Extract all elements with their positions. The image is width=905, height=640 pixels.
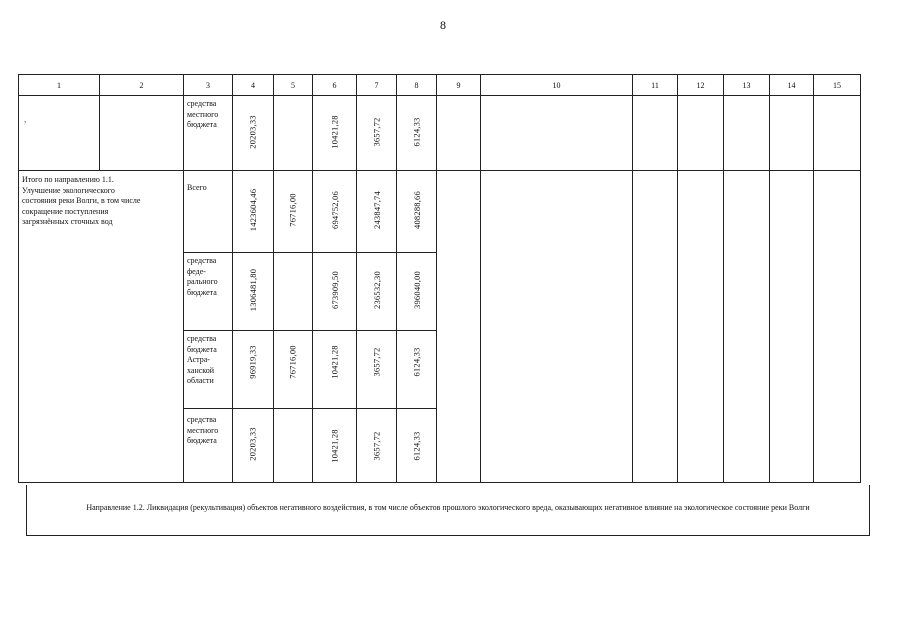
source-cell bbox=[184, 171, 233, 253]
value-cell bbox=[233, 171, 274, 253]
value-c6: 10421,28 bbox=[329, 429, 340, 463]
value-c7: 3657,72 bbox=[371, 347, 382, 377]
value-c4: 20203,33 bbox=[247, 427, 258, 461]
empty-cell bbox=[724, 171, 770, 483]
value-cell bbox=[233, 409, 274, 483]
empty-cell bbox=[437, 96, 481, 171]
value-cell bbox=[313, 253, 357, 331]
value-cell bbox=[274, 331, 313, 409]
total-label-cell bbox=[19, 171, 184, 483]
value-cell bbox=[397, 171, 437, 253]
source-cell bbox=[184, 96, 233, 171]
col-num-12: 12 bbox=[678, 75, 724, 96]
value-cell bbox=[274, 253, 313, 331]
total-label: Итого по направлению 1.1. Улучшение экологического состояния реки Волги, в том числе сокращение поступления загрязнённых сточных вод bbox=[22, 175, 141, 226]
col-num-7: 7 bbox=[357, 75, 397, 96]
page-number: 8 bbox=[440, 18, 446, 32]
value-cell bbox=[397, 409, 437, 483]
source-cell bbox=[184, 331, 233, 409]
col-num-15: 15 bbox=[814, 75, 861, 96]
value-c5: 76716,00 bbox=[287, 193, 298, 227]
empty-cell bbox=[481, 171, 633, 483]
value-cell bbox=[397, 253, 437, 331]
value-c4: 1306481,80 bbox=[248, 268, 258, 312]
value-cell bbox=[233, 331, 274, 409]
source-label: средства феде- рального бюджета bbox=[187, 256, 218, 297]
empty-cell bbox=[633, 96, 678, 171]
column-number-row bbox=[19, 75, 861, 96]
col-num-13: 13 bbox=[724, 75, 770, 96]
empty-cell bbox=[770, 171, 814, 483]
value-c4: 1423604,46 bbox=[248, 188, 258, 232]
value-cell bbox=[313, 409, 357, 483]
empty-cell bbox=[678, 171, 724, 483]
empty-cell bbox=[770, 96, 814, 171]
value-cell bbox=[274, 409, 313, 483]
col-num-8: 8 bbox=[397, 75, 437, 96]
empty-cell bbox=[481, 96, 633, 171]
value-c6: 10421,28 bbox=[329, 115, 340, 149]
col-num-14: 14 bbox=[770, 75, 814, 96]
empty-cell bbox=[100, 96, 184, 171]
value-c8: 6124,33 bbox=[411, 117, 422, 147]
direction-heading: Направление 1.2. Ликвидация (рекультивация) объектов негативного воздействия, в том числе объектов прошлого экологического вреда, оказывающих негативное влияние на экологическое состояние реки Волги bbox=[26, 485, 870, 536]
value-cell bbox=[313, 171, 357, 253]
col-num-11: 11 bbox=[633, 75, 678, 96]
value-cell bbox=[397, 96, 437, 171]
value-c5: 76716,00 bbox=[287, 345, 298, 379]
empty-cell bbox=[724, 96, 770, 171]
value-c6: 694752,06 bbox=[329, 191, 340, 229]
source-label: средства бюджета Астра- ханской области bbox=[187, 334, 217, 385]
value-cell bbox=[357, 96, 397, 171]
source-label: Всего bbox=[187, 183, 207, 192]
value-cell bbox=[313, 96, 357, 171]
source-cell bbox=[184, 253, 233, 331]
col-num-1: 1 bbox=[19, 75, 100, 96]
value-cell bbox=[357, 331, 397, 409]
source-cell bbox=[184, 409, 233, 483]
value-cell bbox=[274, 96, 313, 171]
source-label: средства местного бюджета bbox=[187, 415, 219, 445]
value-c7: 236532,30 bbox=[371, 271, 382, 309]
table-row bbox=[19, 171, 861, 253]
table-row bbox=[19, 96, 861, 171]
empty-cell bbox=[814, 171, 861, 483]
value-cell bbox=[357, 409, 397, 483]
value-c6: 10421,28 bbox=[329, 345, 340, 379]
scan-mark: , bbox=[24, 114, 27, 124]
source-label: средства местного бюджета bbox=[187, 99, 219, 129]
col-num-10: 10 bbox=[481, 75, 633, 96]
value-c4: 20203,33 bbox=[247, 115, 258, 149]
col-num-9: 9 bbox=[437, 75, 481, 96]
empty-cell bbox=[437, 171, 481, 483]
value-c4: 96919,33 bbox=[247, 345, 258, 379]
value-c8: 396040,00 bbox=[411, 271, 422, 309]
col-num-6: 6 bbox=[313, 75, 357, 96]
value-cell bbox=[357, 171, 397, 253]
empty-cell bbox=[19, 96, 100, 171]
col-num-2: 2 bbox=[100, 75, 184, 96]
empty-cell bbox=[814, 96, 861, 171]
value-c8: 6124,33 bbox=[411, 431, 422, 461]
budget-table bbox=[18, 74, 861, 483]
value-cell bbox=[313, 331, 357, 409]
value-c6: 673909,50 bbox=[329, 271, 340, 309]
value-c8: 408288,66 bbox=[411, 191, 422, 229]
col-num-4: 4 bbox=[233, 75, 274, 96]
value-cell bbox=[274, 171, 313, 253]
empty-cell bbox=[633, 171, 678, 483]
value-cell bbox=[397, 331, 437, 409]
col-num-5: 5 bbox=[274, 75, 313, 96]
value-c7: 3657,72 bbox=[371, 117, 382, 147]
value-cell bbox=[357, 253, 397, 331]
value-cell bbox=[233, 253, 274, 331]
value-c7: 243847,74 bbox=[371, 191, 382, 229]
col-num-3: 3 bbox=[184, 75, 233, 96]
empty-cell bbox=[678, 96, 724, 171]
value-c8: 6124,33 bbox=[411, 347, 422, 377]
value-c7: 3657,72 bbox=[371, 431, 382, 461]
value-cell bbox=[233, 96, 274, 171]
